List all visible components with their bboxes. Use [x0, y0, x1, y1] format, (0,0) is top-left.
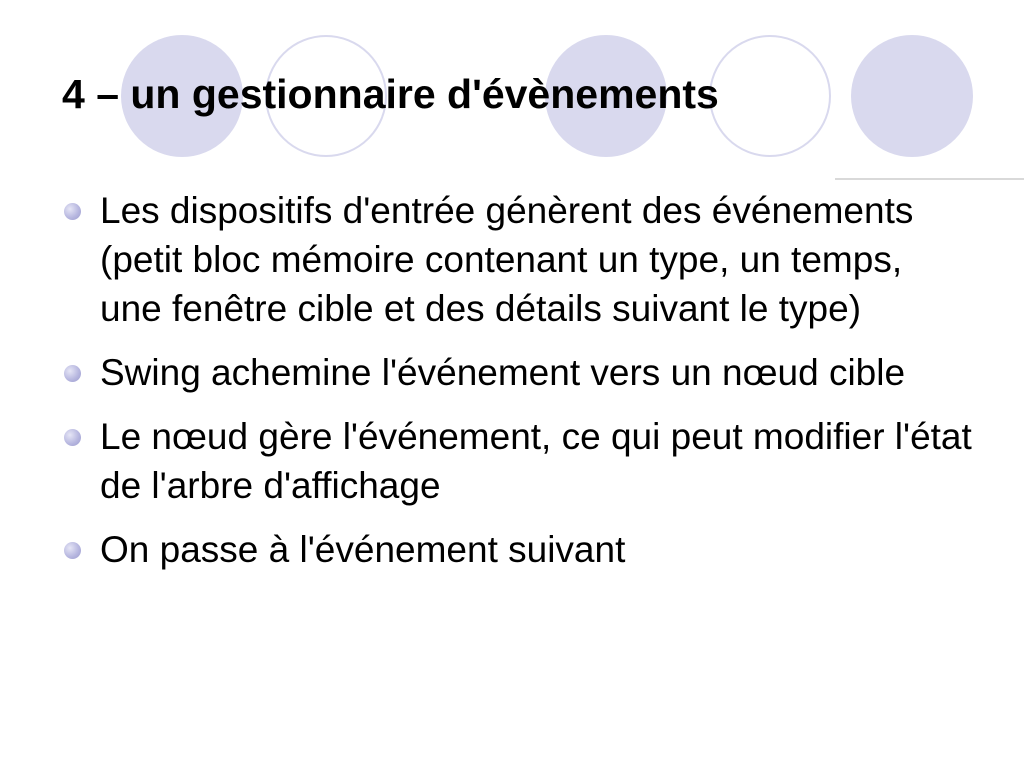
bullet-list: [62, 186, 972, 589]
bullet-text: Swing achemine l'événement vers un nœud cible: [100, 352, 906, 393]
bullet-icon: [64, 203, 81, 220]
bullet-icon: [64, 542, 81, 559]
bullet-text: On passe à l'événement suivant: [100, 529, 626, 570]
bullet-item: [62, 348, 972, 397]
bullet-icon: [64, 365, 81, 382]
bullet-text: Les dispositifs d'entrée génèrent des événements (petit bloc mémoire contenant un type, un temps, une fenêtre cible et des détails suivant le type): [100, 190, 914, 329]
bullet-item: [62, 186, 972, 333]
slide-title: 4 – un gestionnaire d'évènements: [62, 71, 719, 117]
bullet-item: [62, 525, 972, 574]
title-divider: [835, 178, 1024, 180]
bullet-item: [62, 412, 972, 510]
decorative-circle-outline: [709, 35, 831, 157]
bullet-icon: [64, 429, 81, 446]
decorative-circle-filled: [851, 35, 973, 157]
bullet-text: Le nœud gère l'événement, ce qui peut modifier l'état de l'arbre d'affichage: [100, 416, 972, 506]
